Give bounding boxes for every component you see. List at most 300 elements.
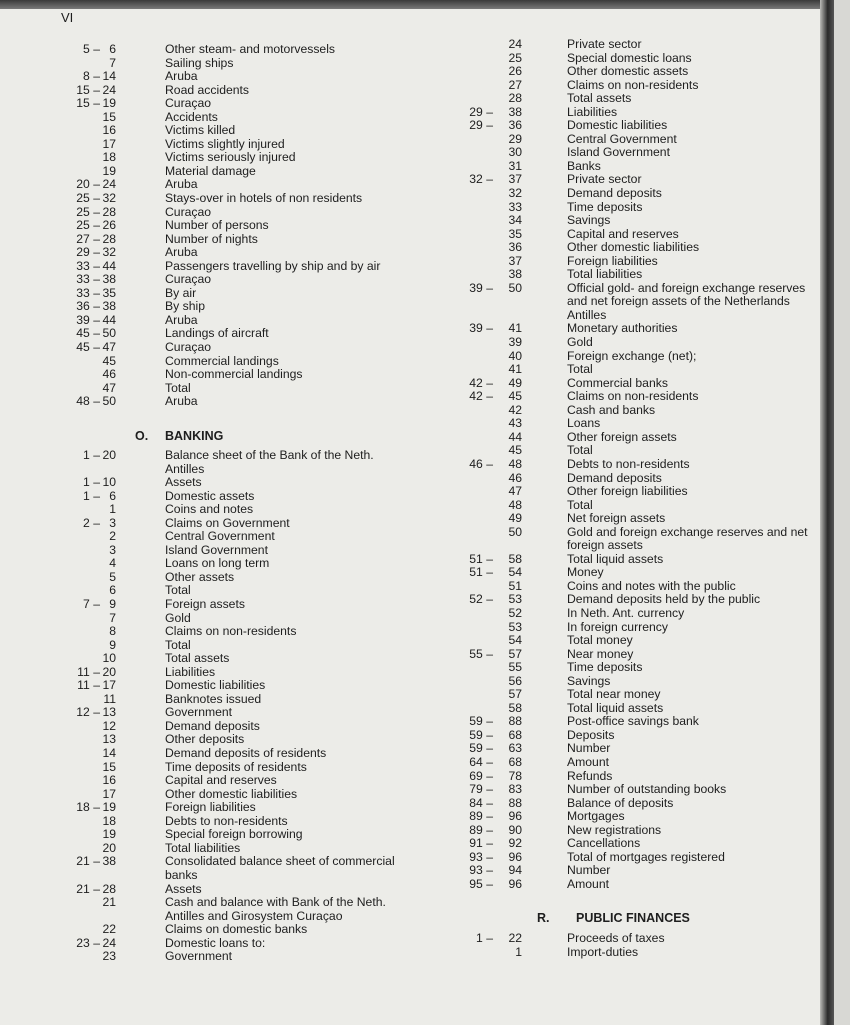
- table-title: Amount: [567, 754, 610, 769]
- table-number: 58: [508, 700, 522, 715]
- range-start: 33 –: [76, 272, 100, 287]
- table-title: New registrations: [567, 822, 662, 837]
- range-start: 89 –: [469, 809, 493, 824]
- table-row: [0, 756, 838, 770]
- table-title: Central Government: [567, 131, 677, 146]
- table-number: 49: [508, 375, 522, 390]
- table-number: 39: [508, 335, 522, 350]
- table-row: [0, 648, 838, 662]
- table-title: Other domestic assets: [567, 64, 689, 79]
- table-title: Foreign assets: [165, 597, 245, 612]
- range-start: 1 –: [83, 475, 100, 490]
- table-number: 51: [508, 578, 522, 593]
- table-row: [0, 146, 838, 160]
- table-number: 13: [102, 705, 116, 720]
- range-start: 45 –: [76, 340, 100, 355]
- table-title: Number: [567, 863, 611, 878]
- table-number: 45: [508, 389, 522, 404]
- section-letter-r: R.: [537, 911, 550, 925]
- table-number: 22: [102, 922, 116, 937]
- table-number: 42: [508, 402, 522, 417]
- table-title: Claims on domestic banks: [165, 922, 308, 937]
- range-start: 1 –: [83, 488, 100, 503]
- table-title: Total: [567, 497, 593, 512]
- table-title: Special domestic loans: [567, 50, 692, 65]
- table-number: 24: [102, 177, 116, 192]
- table-row: [0, 851, 838, 865]
- table-title: Total: [165, 637, 191, 652]
- table-title: Domestic assets: [165, 488, 255, 503]
- table-title: Commercial banks: [567, 375, 668, 390]
- table-title: In foreign currency: [567, 619, 668, 634]
- table-title: Savings: [567, 673, 611, 688]
- table-number: 29: [508, 131, 522, 146]
- table-number: 13: [102, 732, 116, 747]
- table-row: [0, 946, 838, 960]
- range-start: 33 –: [76, 258, 100, 273]
- range-start: 8 –: [83, 69, 100, 84]
- table-row: [0, 729, 838, 743]
- table-number: 6: [109, 488, 116, 503]
- table-title: Total money: [567, 633, 633, 648]
- table-number: 45: [508, 443, 522, 458]
- table-title: Number of persons: [165, 218, 269, 233]
- table-number: 17: [102, 786, 116, 801]
- table-number: 50: [508, 524, 522, 539]
- range-start: 27 –: [76, 231, 100, 246]
- table-number: 47: [102, 380, 116, 395]
- table-number: 43: [508, 416, 522, 431]
- table-title: Total: [567, 443, 593, 458]
- table-row: [0, 824, 838, 838]
- range-start: 39 –: [469, 280, 493, 295]
- table-number: 54: [508, 633, 522, 648]
- table-number: 96: [508, 809, 522, 824]
- range-start: 32 –: [469, 172, 493, 187]
- table-row: [0, 241, 838, 255]
- table-number: 18: [102, 150, 116, 165]
- range-start: 15 –: [76, 82, 100, 97]
- table-row: [0, 431, 838, 445]
- table-title: Antilles: [165, 461, 205, 476]
- table-title: Curaçao: [165, 340, 212, 355]
- facing-page-edge: [834, 0, 850, 1025]
- table-number: 2: [109, 529, 116, 544]
- range-start: 1 –: [83, 448, 100, 462]
- table-number: 19: [102, 800, 116, 815]
- table-number: 36: [508, 240, 522, 255]
- table-title: Cash and banks: [567, 402, 656, 417]
- range-start: 69 –: [469, 768, 493, 783]
- table-number: 14: [102, 746, 116, 761]
- table-row: [0, 65, 838, 79]
- range-start: 23 –: [76, 935, 100, 950]
- table-number: 17: [102, 136, 116, 151]
- table-number: 15: [102, 759, 116, 774]
- table-title: Demand deposits held by the public: [567, 592, 761, 607]
- table-number: 35: [508, 226, 522, 241]
- table-row: [0, 485, 838, 499]
- table-title: Other steam- and motorvessels: [165, 42, 336, 56]
- table-title: Antilles: [567, 307, 607, 322]
- table-number: 41: [508, 321, 522, 336]
- table-row: [0, 444, 838, 458]
- table-row: [0, 106, 838, 120]
- range-start: 18 –: [76, 800, 100, 815]
- table-title: Total assets: [567, 91, 632, 106]
- table-row: [0, 133, 838, 147]
- table-number: 23: [102, 949, 116, 964]
- table-row: [0, 688, 838, 702]
- table-number: 48: [508, 497, 522, 512]
- table-number: 12: [102, 718, 116, 733]
- range-start: 42 –: [469, 375, 493, 390]
- table-title: Foreign exchange (net);: [567, 348, 697, 363]
- table-row: [0, 187, 838, 201]
- table-row: [0, 472, 838, 486]
- table-title: Sailing ships: [165, 55, 234, 70]
- table-row: [0, 363, 838, 377]
- table-number: 28: [102, 881, 116, 896]
- table-row: [0, 499, 838, 513]
- table-number: 46: [102, 367, 116, 382]
- table-number: 56: [508, 673, 522, 688]
- range-start: 89 –: [469, 822, 493, 837]
- table-number: 44: [508, 429, 522, 444]
- range-start: 51 –: [469, 551, 493, 566]
- table-number: 9: [109, 637, 116, 652]
- table-title: Commercial landings: [165, 353, 279, 368]
- table-title: Banks: [567, 158, 601, 173]
- range-start: 29 –: [469, 104, 493, 119]
- table-number: 48: [508, 456, 522, 471]
- range-start: 39 –: [76, 312, 100, 327]
- range-start: 95 –: [469, 876, 493, 891]
- table-title: Loans on long term: [165, 556, 270, 571]
- table-title: Aruba: [165, 394, 198, 409]
- table-number: 22: [508, 931, 522, 945]
- table-number: 1: [109, 502, 116, 517]
- range-start: 79 –: [469, 782, 493, 797]
- table-title: Banknotes issued: [165, 691, 262, 706]
- range-start: 59 –: [469, 727, 493, 742]
- range-start: 2 –: [83, 515, 100, 530]
- right-column-list: [0, 38, 838, 891]
- table-number: 17: [102, 678, 116, 693]
- table-title: Balance sheet of the Bank of the Neth.: [165, 448, 374, 462]
- table-title: Other foreign assets: [567, 429, 677, 444]
- table-title: Accidents: [165, 109, 218, 124]
- table-row: [0, 607, 838, 621]
- table-number: 10: [102, 475, 116, 490]
- table-row: [0, 675, 838, 689]
- range-start: 48 –: [76, 394, 100, 409]
- table-title: Victims slightly injured: [165, 136, 285, 151]
- table-number: 47: [508, 484, 522, 499]
- table-number: 47: [102, 340, 116, 355]
- table-title: Balance of deposits: [567, 795, 674, 810]
- range-start: 93 –: [469, 849, 493, 864]
- range-start: 91 –: [469, 836, 493, 851]
- table-number: 5: [109, 569, 116, 584]
- table-row: [0, 512, 838, 526]
- table-row: [0, 417, 838, 431]
- table-title: Total liabilities: [165, 840, 241, 855]
- table-title: Island Government: [165, 542, 268, 557]
- range-start: 46 –: [469, 456, 493, 471]
- table-number: 83: [508, 782, 522, 797]
- range-start: 33 –: [76, 285, 100, 300]
- table-title: Private sector: [567, 37, 642, 51]
- table-number: 58: [508, 551, 522, 566]
- table-number: 20: [102, 448, 116, 462]
- table-title: Passengers travelling by ship and by air: [165, 258, 381, 273]
- table-title: Other assets: [165, 569, 235, 584]
- table-title: Consolidated balance sheet of commercial: [165, 854, 395, 869]
- table-number: 28: [508, 91, 522, 106]
- table-number: 38: [508, 267, 522, 282]
- range-start: 45 –: [76, 326, 100, 341]
- table-row: [0, 404, 838, 418]
- table-title: Liabilities: [567, 104, 618, 119]
- table-number: 6: [109, 583, 116, 598]
- table-title: Coins and notes with the public: [567, 578, 736, 593]
- table-number: 96: [508, 849, 522, 864]
- range-start: 51 –: [469, 565, 493, 580]
- table-title: Number of nights: [165, 231, 258, 246]
- table-number: 53: [508, 619, 522, 634]
- table-number: 54: [508, 565, 522, 580]
- table-number: 44: [102, 312, 116, 327]
- table-row: [0, 268, 838, 282]
- table-number: 32: [102, 245, 116, 260]
- table-number: 57: [508, 646, 522, 661]
- table-title: Claims on non-residents: [567, 77, 699, 92]
- table-row: [0, 160, 838, 174]
- table-number: 88: [508, 795, 522, 810]
- table-title: Proceeds of taxes: [567, 931, 665, 945]
- table-title: Time deposits: [567, 199, 643, 214]
- table-number: 11: [103, 691, 116, 706]
- table-title: Net foreign assets: [567, 511, 666, 526]
- table-number: 68: [508, 727, 522, 742]
- table-number: 94: [508, 863, 522, 878]
- range-start: 5 –: [83, 42, 100, 56]
- section-letter-o: O.: [135, 429, 149, 443]
- table-number: 27: [508, 77, 522, 92]
- table-title: Deposits: [567, 727, 615, 742]
- range-start: 25 –: [76, 191, 100, 206]
- table-title: Official gold- and foreign exchange reserves: [567, 280, 806, 295]
- table-row: [0, 580, 838, 594]
- table-title: Cash and balance with Bank of the Neth.: [165, 895, 386, 910]
- table-title: Demand deposits: [567, 186, 662, 201]
- table-title: Domestic liabilities: [567, 118, 668, 133]
- table-row: [0, 702, 838, 716]
- table-title: By air: [165, 285, 197, 300]
- table-title: and net foreign assets of the Netherlands: [567, 294, 790, 309]
- range-start: 25 –: [76, 218, 100, 233]
- table-title: Domestic liabilities: [165, 678, 266, 693]
- table-title: Claims on Government: [165, 515, 290, 530]
- table-title: banks: [165, 867, 198, 882]
- table-title: Post-office savings bank: [567, 714, 699, 729]
- table-title: Aruba: [165, 177, 198, 192]
- table-title: Gold: [165, 610, 191, 625]
- table-title: Debts to non-residents: [165, 813, 288, 828]
- range-start: 42 –: [469, 389, 493, 404]
- range-start: 21 –: [76, 881, 100, 896]
- range-start: 84 –: [469, 795, 493, 810]
- table-title: Central Government: [165, 529, 275, 544]
- table-title: foreign assets: [567, 538, 643, 553]
- table-number: 40: [508, 348, 522, 363]
- table-row: [0, 336, 838, 350]
- table-title: Refunds: [567, 768, 613, 783]
- table-title: Import-duties: [567, 944, 639, 959]
- table-title: Savings: [567, 213, 611, 228]
- table-title: Gold and foreign exchange reserves and net: [567, 524, 808, 539]
- table-number: 14: [102, 69, 116, 84]
- range-start: 59 –: [469, 714, 493, 729]
- table-title: Money: [567, 565, 604, 580]
- table-row: [0, 864, 838, 878]
- table-row: [0, 837, 838, 851]
- table-title: Number: [567, 741, 611, 756]
- table-number: 19: [102, 827, 116, 842]
- table-number: 92: [508, 836, 522, 851]
- table-title: Other deposits: [165, 732, 245, 747]
- table-number: 37: [508, 253, 522, 268]
- table-row: [0, 910, 450, 924]
- table-title: Curaçao: [165, 96, 212, 111]
- table-number: 26: [508, 64, 522, 79]
- table-number: 45: [102, 353, 116, 368]
- page-number: VI: [61, 10, 74, 25]
- table-title: Victims seriously injured: [165, 150, 296, 165]
- table-number: 49: [508, 511, 522, 526]
- table-row: [0, 79, 838, 93]
- table-title: Foreign liabilities: [165, 800, 256, 815]
- table-number: 38: [508, 104, 522, 119]
- range-start: 20 –: [76, 177, 100, 192]
- range-start: 93 –: [469, 863, 493, 878]
- table-title: Antilles and Girosystem Curaçao: [165, 908, 343, 923]
- table-row: [0, 878, 838, 892]
- public-finances-list: [0, 932, 838, 959]
- table-number: 41: [508, 362, 522, 377]
- table-title: Claims on non-residents: [567, 389, 699, 404]
- table-row: [0, 661, 838, 675]
- table-title: Total near money: [567, 687, 661, 702]
- table-number: 90: [508, 822, 522, 837]
- range-start: 64 –: [469, 754, 493, 769]
- table-title: Near money: [567, 646, 634, 661]
- table-number: 96: [508, 876, 522, 891]
- table-title: Other domestic liabilities: [567, 240, 700, 255]
- table-title: Demand deposits of residents: [165, 746, 327, 761]
- table-number: 15: [102, 109, 116, 124]
- table-row: [0, 228, 838, 242]
- table-row: [0, 92, 838, 106]
- table-title: Other foreign liabilities: [567, 484, 688, 499]
- table-number: 16: [102, 123, 116, 138]
- table-number: 88: [508, 714, 522, 729]
- table-number: 37: [508, 172, 522, 187]
- table-number: 36: [508, 118, 522, 133]
- table-title: Cancellations: [567, 836, 641, 851]
- table-row: [0, 783, 838, 797]
- book-spine-shadow: [820, 0, 834, 1025]
- table-title: Total liquid assets: [567, 551, 664, 566]
- table-number: 9: [109, 597, 116, 612]
- table-row: [0, 810, 838, 824]
- table-number: 24: [508, 37, 522, 51]
- range-start: 29 –: [469, 118, 493, 133]
- table-number: 31: [508, 158, 522, 173]
- table-number: 16: [102, 773, 116, 788]
- table-row: [0, 350, 838, 364]
- table-number: 19: [102, 163, 116, 178]
- table-number: 6: [109, 42, 116, 56]
- table-number: 20: [102, 664, 116, 679]
- table-title: Landings of aircraft: [165, 326, 269, 341]
- table-row: [0, 715, 838, 729]
- table-row: [0, 593, 838, 607]
- range-start: 55 –: [469, 646, 493, 661]
- table-title: Liabilities: [165, 664, 216, 679]
- table-number: 28: [102, 231, 116, 246]
- table-title: Time deposits of residents: [165, 759, 307, 774]
- table-title: Aruba: [165, 69, 198, 84]
- range-start: 1 –: [476, 931, 493, 945]
- table-title: Amount: [567, 876, 610, 891]
- table-row: [0, 214, 838, 228]
- table-row: [0, 797, 838, 811]
- table-number: 63: [508, 741, 522, 756]
- table-title: Total: [567, 362, 593, 377]
- table-title: Demand deposits: [165, 718, 260, 733]
- table-number: 18: [102, 813, 116, 828]
- table-row: [0, 282, 838, 296]
- table-number: 3: [109, 542, 116, 557]
- range-start: 11 –: [77, 678, 100, 693]
- table-title: Number of outstanding books: [567, 782, 727, 797]
- range-start: 25 –: [76, 204, 100, 219]
- range-start: 39 –: [469, 321, 493, 336]
- table-number: 28: [102, 204, 116, 219]
- section-title-banking: BANKING: [165, 429, 224, 443]
- table-row: [0, 377, 838, 391]
- table-title: Non-commercial landings: [165, 367, 303, 382]
- table-number: 44: [102, 258, 116, 273]
- table-number: 33: [508, 199, 522, 214]
- table-row: [0, 322, 838, 336]
- table-number: 21: [102, 895, 116, 910]
- table-title: Total liabilities: [567, 267, 643, 282]
- range-start: 11 –: [77, 664, 100, 679]
- table-title: Loans: [567, 416, 601, 431]
- table-number: 50: [508, 280, 522, 295]
- table-title: Aruba: [165, 245, 198, 260]
- table-title: Special foreign borrowing: [165, 827, 303, 842]
- table-number: 3: [109, 515, 116, 530]
- range-start: 21 –: [76, 854, 100, 869]
- table-row: [0, 553, 838, 567]
- table-number: 50: [102, 394, 116, 409]
- table-number: 20: [102, 840, 116, 855]
- table-number: 10: [102, 651, 116, 666]
